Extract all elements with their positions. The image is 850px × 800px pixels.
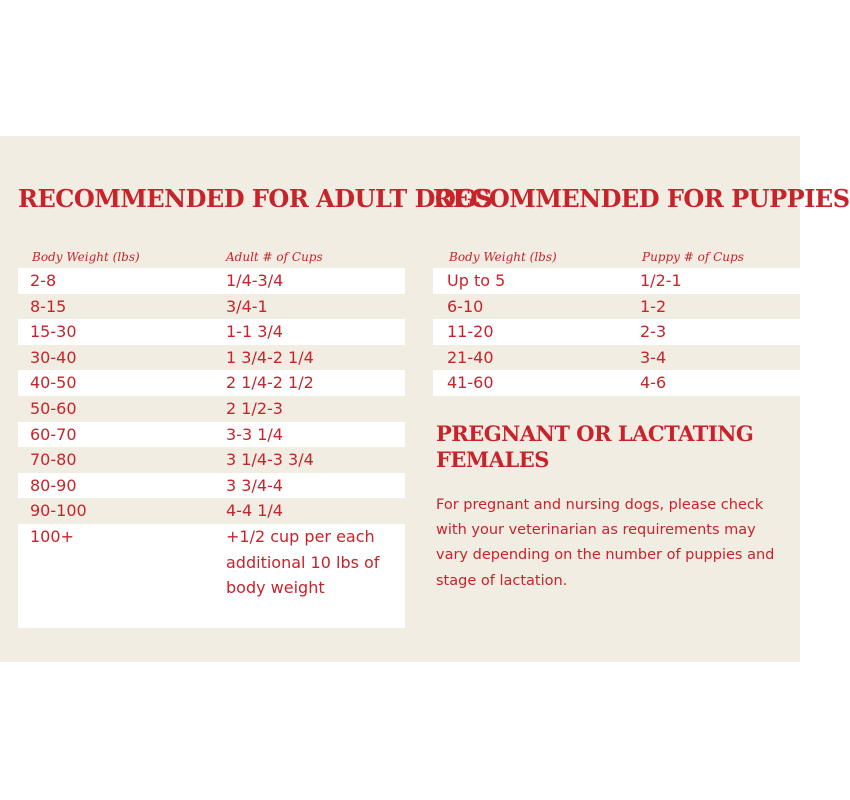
table-row [18,498,405,524]
table-row [18,319,405,345]
weight-cell: 21-40 [447,347,494,367]
table-row [433,319,800,345]
weight-cell: 100+ [30,526,74,546]
cups-cell: 4-6 [640,373,667,393]
puppy-feeding-table [433,268,800,396]
weight-cell: 60-70 [30,424,77,444]
cups-cell: 3-4 [640,347,667,367]
weight-cell: 2-8 [30,271,57,290]
table-row [433,345,800,371]
table-row [18,268,405,294]
table-row [18,294,405,320]
puppy-section-title: RECOMMENDED FOR PUPPIES [433,184,850,213]
adult-section-title: RECOMMENDED FOR ADULT DOGS [18,184,493,213]
table-row [18,473,405,499]
table-row [18,447,405,473]
adult-weight-column-header: Body Weight (lbs) [32,250,140,264]
weight-cell: 11-20 [447,322,494,342]
cups-cell: 3 3/4-4 [226,475,283,495]
cups-cell: 1/4-3/4 [226,271,284,290]
cups-cell: 1 3/4-2 1/4 [226,347,314,367]
weight-cell: 40-50 [30,373,77,393]
pregnant-section-title: PREGNANT OR LACTATING FEMALES [436,421,754,472]
cups-cell: 1-1 3/4 [226,322,283,342]
table-row [18,345,405,371]
cups-cell: 1-2 [640,296,667,316]
weight-cell: 30-40 [30,347,77,367]
puppy-weight-column-header: Body Weight (lbs) [449,250,557,264]
cups-cell: 3-3 1/4 [226,424,283,444]
weight-cell: 70-80 [30,450,77,470]
table-row [433,294,800,320]
weight-cell: 41-60 [447,373,494,393]
pregnant-section-text: For pregnant and nursing dogs, please check with your veterinarian as requirements may vary depending on the number of puppies and stage of lactation. [436,497,775,589]
table-row [433,268,800,294]
table-row [18,524,405,628]
adult-feeding-table [18,268,405,628]
weight-cell: 80-90 [30,475,77,495]
cups-cell: 2 1/4-2 1/2 [226,373,314,393]
cups-cell: 1/2-1 [640,271,682,290]
cups-cell: 3 1/4-3 3/4 [226,450,314,470]
adult-cups-column-header: Adult # of Cups [226,250,323,264]
weight-cell: 8-15 [30,296,67,316]
cups-cell: +1/2 cup per each additional 10 lbs of body weight [226,526,380,598]
weight-cell: 15-30 [30,322,77,342]
table-row [18,396,405,422]
weight-cell: 6-10 [447,296,484,316]
cups-cell: 2-3 [640,322,667,342]
weight-cell: Up to 5 [447,271,506,290]
table-row [18,370,405,396]
weight-cell: 50-60 [30,398,77,418]
table-row [433,370,800,396]
weight-cell: 90-100 [30,501,87,521]
cups-cell: 4-4 1/4 [226,501,283,521]
puppy-cups-column-header: Puppy # of Cups [642,250,744,264]
cups-cell: 3/4-1 [226,296,268,316]
table-row [18,422,405,448]
cups-cell: 2 1/2-3 [226,398,283,418]
